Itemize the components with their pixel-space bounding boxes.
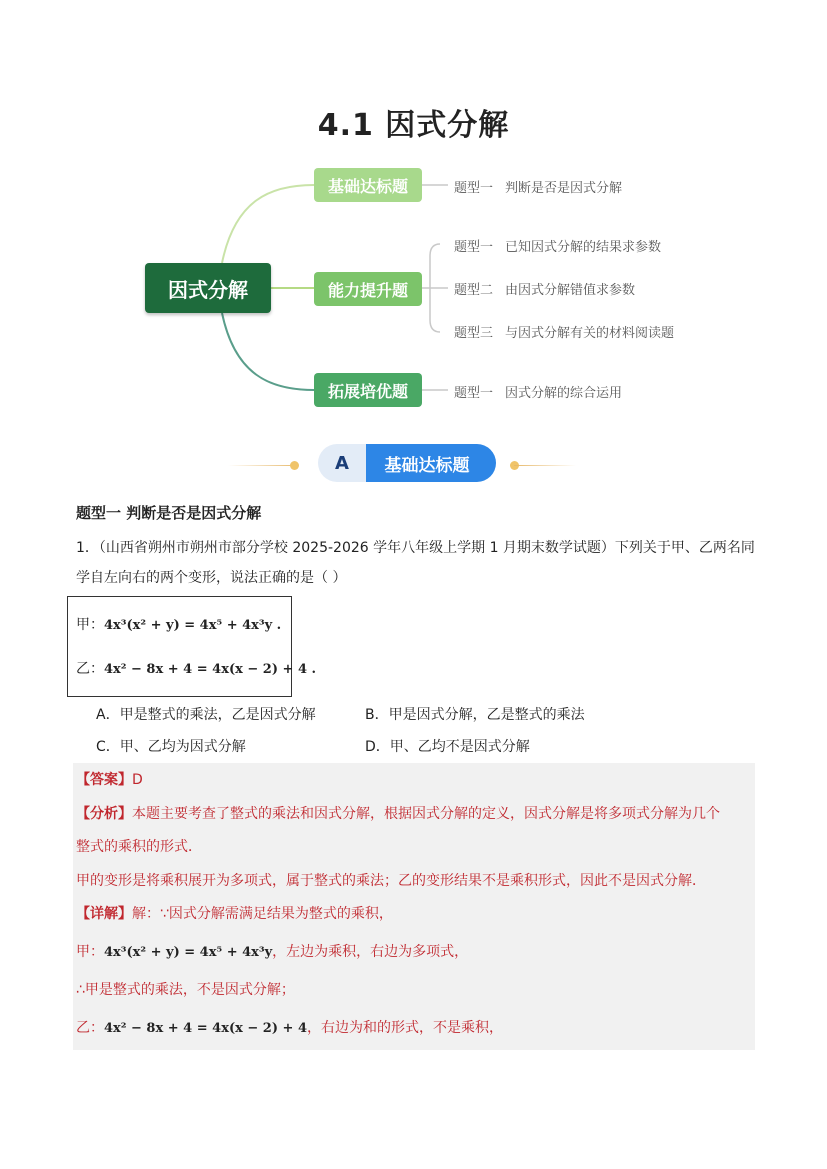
mind-map [140,160,700,410]
yi-transform [76,658,316,678]
jia-equation: 4x³(x² + y) = 4x⁵ + 4x³y . [104,618,282,633]
branch-ability: 能力提升题 [314,272,422,306]
banner-line-right [514,465,576,466]
detail-jia-equation: 4x³(x² + y) = 4x⁵ + 4x³y [104,945,273,960]
detail-jia-suffix: ，左边为乘积，右边为多项式， [272,944,469,960]
branch-extension: 拓展培优题 [314,373,422,407]
analysis-tag: 【分析】 [76,806,132,822]
question-stem-line-1: 1．（山西省朔州市朔州市部分学校 2025-2026 学年八年级上学期 1 月期末数学试题）下列关于甲、乙两名同 [76,540,755,556]
option-a[interactable]: A．甲是整式的乘法，乙是因式分解 [96,707,316,723]
leaf-tag: 题型一 [454,181,494,196]
page-title: 4.1 因式分解 [317,108,510,143]
option-b[interactable]: B．甲是因式分解，乙是整式的乘法 [365,707,585,723]
answer-line [76,769,143,789]
yi-label: 乙： [76,661,104,677]
question-type-heading: 题型一 判断是否是因式分解 [76,504,262,522]
section-banner [318,444,496,482]
analysis-line-1 [76,803,720,823]
detail-line-1 [76,903,393,923]
detail-yi-equation: 4x² − 8x + 4 = 4x(x − 2) + 4 [104,1021,307,1036]
analysis-line-2: 整式的乘积的形式． [76,839,202,855]
answer-tag: 【答案】 [76,772,132,788]
leaf-text: 与因式分解有关的材料阅读题 [505,326,675,341]
leaf-basic-1 [454,177,622,196]
jia-transform [76,614,281,634]
leaf-text: 因式分解的综合运用 [505,386,623,401]
section-banner-label: 基础达标题 [358,444,496,482]
analysis-text-1: 本题主要考查了整式的乘法和因式分解，根据因式分解的定义，因式分解是将多项式分解为几个 [132,806,720,822]
leaf-ability-1 [454,236,661,255]
detail-yi-suffix: ，右边为和的形式，不是乘积， [307,1020,503,1036]
leaf-tag: 题型二 [454,283,494,298]
jia-label: 甲： [76,617,104,633]
leaf-tag: 题型一 [454,386,494,401]
option-c[interactable]: C．甲、乙均为因式分解 [96,739,246,755]
detail-jia-line [76,941,468,961]
leaf-tag: 题型三 [454,326,494,341]
detail-yi-line [76,1017,503,1037]
leaf-tag: 题型一 [454,240,494,255]
yi-equation: 4x² − 8x + 4 = 4x(x − 2) + 4 . [104,662,317,677]
leaf-text: 已知因式分解的结果求参数 [505,240,662,255]
mind-map-root: 因式分解 [145,263,271,313]
detail-tag: 【详解】 [76,906,132,922]
detail-line-2: ∴甲是整式的乘法，不是因式分解； [76,982,295,998]
banner-dot-left [290,461,299,470]
leaf-ability-3 [454,322,674,341]
leaf-text: 由因式分解错值求参数 [505,283,636,298]
detail-text-1: 解：∵因式分解需满足结果为整式的乘积， [132,906,393,922]
leaf-text: 判断是否是因式分解 [505,181,623,196]
leaf-ability-2 [454,279,635,298]
option-d[interactable]: D．甲、乙均不是因式分解 [365,739,530,755]
detail-yi-prefix: 乙： [76,1020,104,1036]
detail-jia-prefix: 甲： [76,944,104,960]
leaf-extension-1 [454,382,622,401]
banner-line-left [228,465,298,466]
answer-value: D [132,772,143,788]
analysis-line-3: 甲的变形是将乘积展开为多项式，属于整式的乘法；乙的变形结果不是乘积形式，因此不是因式分解． [76,873,706,889]
section-banner-letter: A [318,444,366,482]
question-stem-line-2: 学自左向右的两个变形，说法正确的是（ ） [76,570,347,586]
branch-basic: 基础达标题 [314,168,422,202]
transform-box [67,596,317,697]
